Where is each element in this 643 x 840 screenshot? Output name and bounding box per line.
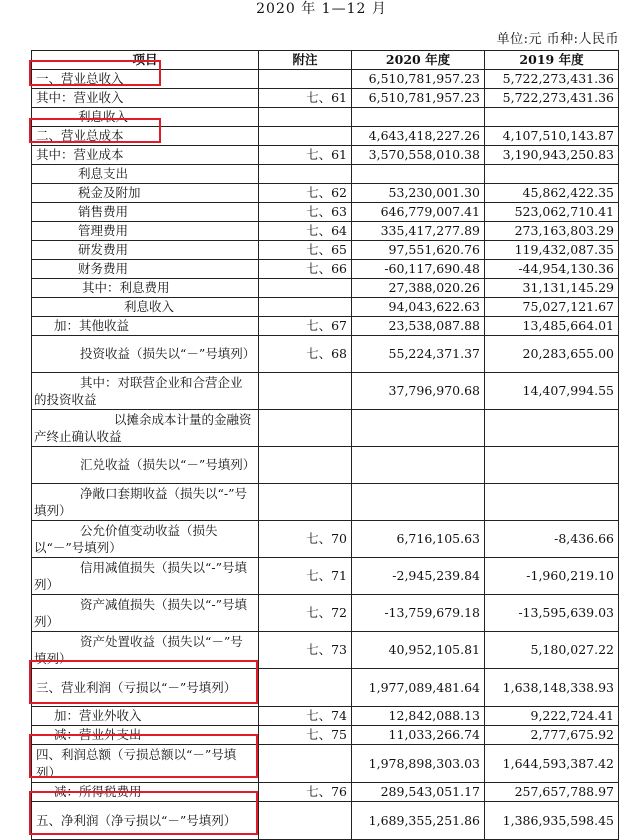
row-note [259, 70, 352, 89]
table-row [32, 558, 619, 595]
row-value-2020: 23,538,087.88 [352, 317, 485, 336]
income-statement-table [31, 50, 619, 840]
row-value-2019: 31,131,145.29 [485, 279, 619, 298]
row-note: 七、61 [259, 146, 352, 165]
table-row [32, 279, 619, 298]
row-value-2019: 1,638,148,338.93 [485, 669, 619, 707]
table-row [32, 298, 619, 317]
table-row [32, 521, 619, 558]
header-2020: 2020 年度 [352, 51, 485, 70]
header-2019: 2019 年度 [485, 51, 619, 70]
row-value-2020: 6,510,781,957.23 [352, 89, 485, 108]
row-value-2020: 646,779,007.41 [352, 203, 485, 222]
row-label: 资产处置收益（损失以“－”号填列） [32, 632, 259, 669]
row-value-2020: -60,117,690.48 [352, 260, 485, 279]
row-label: 利息收入 [32, 108, 259, 127]
row-label: 加：其他收益 [32, 317, 259, 336]
row-value-2019: -44,954,130.36 [485, 260, 619, 279]
row-value-2020: 1,977,089,481.64 [352, 669, 485, 707]
row-label: 信用减值损失（损失以“-”号填列） [32, 558, 259, 595]
table-row [32, 184, 619, 203]
row-note: 七、66 [259, 260, 352, 279]
row-label: 其中：营业成本 [32, 146, 259, 165]
row-value-2019: 75,027,121.67 [485, 298, 619, 317]
row-value-2020: 1,978,898,303.03 [352, 745, 485, 783]
table-row [32, 707, 619, 726]
row-value-2019: 13,485,664.01 [485, 317, 619, 336]
row-value-2020: 27,388,020.26 [352, 279, 485, 298]
table-row [32, 373, 619, 410]
row-value-2020 [352, 447, 485, 484]
table-row [32, 669, 619, 707]
table-row [32, 165, 619, 184]
row-note [259, 165, 352, 184]
row-value-2020 [352, 165, 485, 184]
row-value-2019: -1,960,219.10 [485, 558, 619, 595]
row-value-2019 [485, 410, 619, 447]
row-label: 销售费用 [32, 203, 259, 222]
row-value-2019: 2,777,675.92 [485, 726, 619, 745]
table-row [32, 127, 619, 146]
row-note [259, 298, 352, 317]
row-note [259, 108, 352, 127]
row-label: 其中：利息费用 [32, 279, 259, 298]
row-label: 税金及附加 [32, 184, 259, 203]
row-note: 七、64 [259, 222, 352, 241]
table-row [32, 410, 619, 447]
row-value-2020: 335,417,277.89 [352, 222, 485, 241]
row-label: 加：营业外收入 [32, 707, 259, 726]
table-row [32, 146, 619, 165]
table-row [32, 595, 619, 632]
row-label: 净敞口套期收益（损失以“-”号填列） [32, 484, 259, 521]
row-value-2020: 40,952,105.81 [352, 632, 485, 669]
row-label: 五、净利润（净亏损以“－”号填列） [32, 802, 259, 840]
row-value-2019: 119,432,087.35 [485, 241, 619, 260]
row-label: 利息收入 [32, 298, 259, 317]
row-note [259, 745, 352, 783]
row-value-2020: 97,551,620.76 [352, 241, 485, 260]
row-label: 资产减值损失（损失以“-”号填列） [32, 595, 259, 632]
row-label: 研发费用 [32, 241, 259, 260]
row-value-2020: -13,759,679.18 [352, 595, 485, 632]
row-value-2019: 523,062,710.41 [485, 203, 619, 222]
row-note: 七、73 [259, 632, 352, 669]
row-value-2020: 4,643,418,227.26 [352, 127, 485, 146]
row-value-2020: 37,796,970.68 [352, 373, 485, 410]
row-value-2019: -8,436.66 [485, 521, 619, 558]
header-item: 项目 [32, 51, 259, 70]
row-value-2020 [352, 484, 485, 521]
row-label: 减：所得税费用 [32, 783, 259, 802]
row-note [259, 279, 352, 298]
table-row [32, 632, 619, 669]
row-note [259, 127, 352, 146]
row-value-2020: 6,510,781,957.23 [352, 70, 485, 89]
row-value-2019 [485, 108, 619, 127]
table-row [32, 89, 619, 108]
row-label: 投资收益（损失以“－”号填列） [32, 336, 259, 373]
row-value-2020: -2,945,239.84 [352, 558, 485, 595]
row-note: 七、72 [259, 595, 352, 632]
table-header-row [32, 51, 619, 70]
row-value-2020: 6,716,105.63 [352, 521, 485, 558]
row-label: 四、利润总额（亏损总额以“－”号填列） [32, 745, 259, 783]
header-note: 附注 [259, 51, 352, 70]
row-value-2019: 9,222,724.41 [485, 707, 619, 726]
row-note [259, 802, 352, 840]
row-value-2019: 1,644,593,387.42 [485, 745, 619, 783]
table-row [32, 336, 619, 373]
row-label: 其中：营业收入 [32, 89, 259, 108]
row-value-2019 [485, 447, 619, 484]
row-note: 七、62 [259, 184, 352, 203]
row-value-2019: 273,163,803.29 [485, 222, 619, 241]
report-period: 2020 年 1—12 月 [256, 1, 387, 17]
row-label: 二、营业总成本 [32, 127, 259, 146]
row-value-2020: 289,543,051.17 [352, 783, 485, 802]
row-note: 七、75 [259, 726, 352, 745]
row-label: 以摊余成本计量的金融资产终止确认收益 [32, 410, 259, 447]
row-value-2020: 53,230,001.30 [352, 184, 485, 203]
table-row [32, 783, 619, 802]
row-value-2019: 4,107,510,143.87 [485, 127, 619, 146]
row-note [259, 447, 352, 484]
table-row [32, 726, 619, 745]
row-label: 管理费用 [32, 222, 259, 241]
row-note [259, 410, 352, 447]
row-value-2020 [352, 108, 485, 127]
row-value-2019: 45,862,422.35 [485, 184, 619, 203]
table-row [32, 203, 619, 222]
table-row [32, 70, 619, 89]
table-row [32, 484, 619, 521]
unit-currency-line: 单位:元 币种:人民币 [496, 32, 619, 47]
row-value-2019: 20,283,655.00 [485, 336, 619, 373]
row-label: 利息支出 [32, 165, 259, 184]
row-label: 一、营业总收入 [32, 70, 259, 89]
row-note: 七、71 [259, 558, 352, 595]
row-note [259, 484, 352, 521]
row-label: 财务费用 [32, 260, 259, 279]
table-row [32, 222, 619, 241]
row-value-2020: 55,224,371.37 [352, 336, 485, 373]
table-row [32, 745, 619, 783]
table-row [32, 447, 619, 484]
row-value-2019: 5,722,273,431.36 [485, 70, 619, 89]
row-note: 七、61 [259, 89, 352, 108]
row-note [259, 373, 352, 410]
table-row [32, 260, 619, 279]
row-value-2019: 5,722,273,431.36 [485, 89, 619, 108]
row-value-2020: 1,689,355,251.86 [352, 802, 485, 840]
row-label: 其中：对联营企业和合营企业的投资收益 [32, 373, 259, 410]
row-value-2020 [352, 410, 485, 447]
row-value-2019: -13,595,639.03 [485, 595, 619, 632]
row-value-2019: 5,180,027.22 [485, 632, 619, 669]
row-value-2019: 14,407,994.55 [485, 373, 619, 410]
row-label: 三、营业利润（亏损以“－”号填列） [32, 669, 259, 707]
row-label: 减：营业外支出 [32, 726, 259, 745]
row-note: 七、74 [259, 707, 352, 726]
row-note: 七、67 [259, 317, 352, 336]
row-note: 七、65 [259, 241, 352, 260]
row-value-2019: 1,386,935,598.45 [485, 802, 619, 840]
row-note [259, 669, 352, 707]
row-value-2019 [485, 165, 619, 184]
row-note: 七、70 [259, 521, 352, 558]
table-row [32, 802, 619, 840]
row-label: 汇兑收益（损失以“－”号填列） [32, 447, 259, 484]
row-value-2020: 12,842,088.13 [352, 707, 485, 726]
row-value-2019 [485, 484, 619, 521]
row-note: 七、68 [259, 336, 352, 373]
table-row [32, 317, 619, 336]
row-note: 七、63 [259, 203, 352, 222]
table-row [32, 241, 619, 260]
row-value-2019: 257,657,788.97 [485, 783, 619, 802]
row-value-2020: 94,043,622.63 [352, 298, 485, 317]
table-row [32, 108, 619, 127]
row-value-2020: 11,033,266.74 [352, 726, 485, 745]
row-value-2019: 3,190,943,250.83 [485, 146, 619, 165]
row-value-2020: 3,570,558,010.38 [352, 146, 485, 165]
row-label: 公允价值变动收益（损失以“－”号填列） [32, 521, 259, 558]
row-note: 七、76 [259, 783, 352, 802]
